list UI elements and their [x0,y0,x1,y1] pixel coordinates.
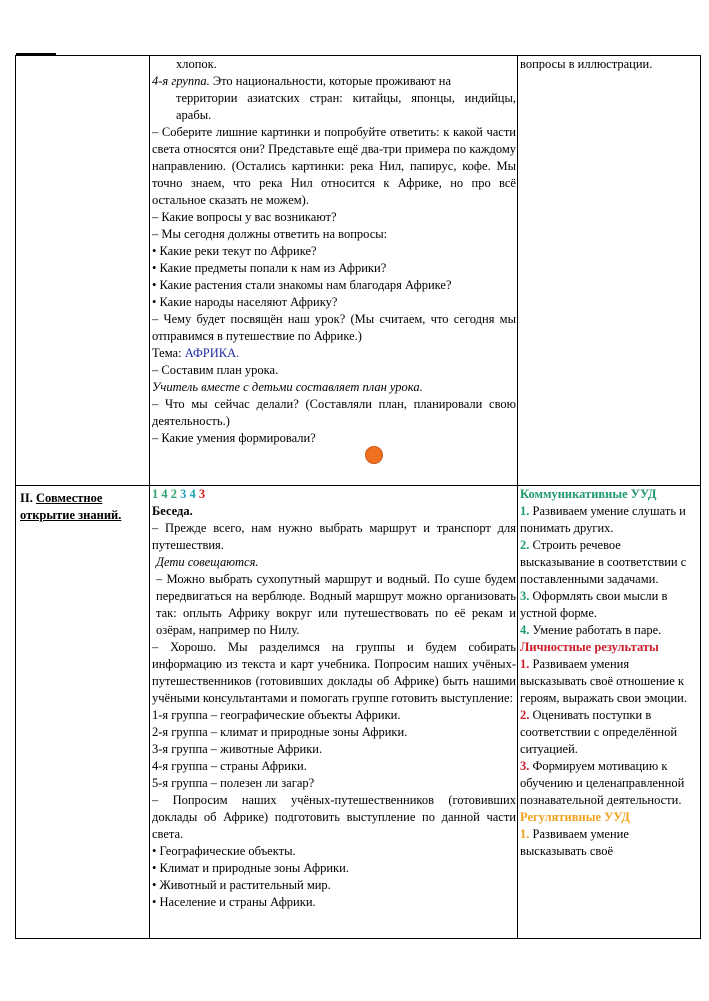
stage-cell [16,486,150,939]
activity-paragraph: – Какие вопросы у вас возникают? [152,210,337,224]
slide-number: 3 [198,487,206,501]
activity-paragraph: – Какие умения формировали? [152,431,316,445]
group-item: 5-я группа – полезен ли загар? [152,776,315,790]
activity-paragraph: – Соберите лишние картинки и попробуйте ответить: к какой части света относятся они? Представьте ещё два-три примера по каждому направлению. (Остались картинки: река Нил, папирус, кофе. Мы точно знаем, что река Нил относится к Африке, но про всё остальное сказать не можем). [152,125,516,207]
group-label: 4-я группа. [152,74,210,88]
activity-paragraph: – Прежде всего, нам нужно выбрать маршрут и транспорт для путешествия. [152,521,516,552]
activity-paragraph: – Можно выбрать сухопутный маршрут и водный. По суше будем передвигаться на верблюде. Водный маршрут можно организовать так: оплыть Африку вокруг или путешествовать по её рекам и озёрам, например по Нилу. [156,572,516,637]
activity-paragraph: – Что мы сейчас делали? (Составляли план, планировали свою деятельность.) [152,397,516,428]
question-bullet: • Какие растения стали знакомы нам благодаря Африке? [152,278,452,292]
uud-item: 2. Оценивать поступки в соответствии с определённой ситуацией. [520,708,678,756]
topic-bullet: • Климат и природные зоны Африки. [152,861,349,875]
activity-paragraph: – Мы сегодня должны ответить на вопросы: [152,227,388,241]
stage-title-line1: Совместное [35,491,103,505]
group-text: Это национальности, которые проживают на [209,74,452,88]
activity-paragraph: – Хорошо. Мы разделимся на группы и будем собирать информацию из текста и карт учебника. Попросим наших учёных-путешественников (готовивших доклады об Африке) быть нашими учёными консультантами и помогать группе готовить выступление: [152,640,516,705]
uud-item: 1. Развиваем умение высказывать своё [520,827,629,858]
activity-heading: Беседа. [152,504,193,518]
stage-roman: II. [20,491,33,505]
lesson-topic [152,345,516,362]
group-item: 1-я группа – географические объекты Африки. [152,708,401,722]
uud-item: 2. Строить речевое высказывание в соответствии с поставленными задачами. [520,538,687,586]
group-item: 2-я группа – климат и природные зоны Африки. [152,725,408,739]
activity-paragraph: хлопок. [176,57,217,71]
stage-title-line2: открытие знаний. [20,508,122,522]
stage-title [20,490,149,507]
topic-bullet: • Географические объекты. [152,844,296,858]
activity-paragraph: – Попросим наших учёных-путешественников (готовивших доклады об Африке) подготовить выступление по данной части света. [152,793,516,841]
topic-prefix: Тема: [152,346,185,360]
stage-cell-empty [16,56,150,486]
slide-number: 2 [170,487,177,501]
uud-item: 4. Умение работать в паре. [520,623,662,637]
regulative-heading: Регулятивные УУД [520,810,630,824]
question-bullet: • Какие предметы попали к нам из Африки? [152,261,387,275]
question-bullet: • Какие народы населяют Африку? [152,295,338,309]
activity-paragraph: – Чему будет посвящён наш урок? (Мы считаем, что сегодня мы отправимся в путешествие по Африке.) [152,312,516,343]
activity-paragraph: Учитель вместе с детьми составляет план урока. [152,380,423,394]
uud-cell [518,56,701,486]
activity-paragraph: арабы. [176,108,212,122]
activity-paragraph: территории азиатских стран: китайцы, японцы, индийцы, [176,91,516,105]
uud-text: вопросы в иллюстрации. [520,57,653,71]
topic-bullet: • Население и страны Африки. [152,895,316,909]
group-item: 4-я группа – страны Африки. [152,759,307,773]
group-item: 3-я группа – животные Африки. [152,742,323,756]
slide-number: 3 [180,487,187,501]
activity-paragraph: Дети совещаются. [156,555,259,569]
activity-cell [150,486,518,939]
activity-cell [150,56,518,486]
uud-item: 3. Формируем мотивацию к обучению и целенаправленной познавательной деятельности. [520,759,685,807]
uud-item: 1. Развиваем умение слушать и понимать других. [520,504,686,535]
question-bullet: • Какие реки текут по Африке? [152,244,317,258]
lesson-plan-table [15,55,701,939]
communicative-heading: Коммуникативные УУД [520,487,657,501]
table-row [16,56,701,486]
uud-cell [518,486,701,939]
topic-bullet: • Животный и растительный мир. [152,878,331,892]
slide-number: 4 [161,487,168,501]
slide-number: 1 [152,487,159,501]
uud-item: 3. Оформлять свои мысли в устной форме. [520,589,668,620]
table-row [16,486,701,939]
orange-circle-marker [365,446,383,464]
topic-name: АФРИКА. [184,346,240,360]
personal-heading: Личностные результаты [520,640,659,654]
activity-paragraph: – Составим план урока. [152,363,279,377]
slide-numbers [152,486,516,503]
slide-number: 4 [189,487,196,501]
uud-item: 1. Развиваем умения высказывать своё отношение к героям, выражать свои эмоции. [520,657,687,705]
activity-paragraph [152,73,516,90]
